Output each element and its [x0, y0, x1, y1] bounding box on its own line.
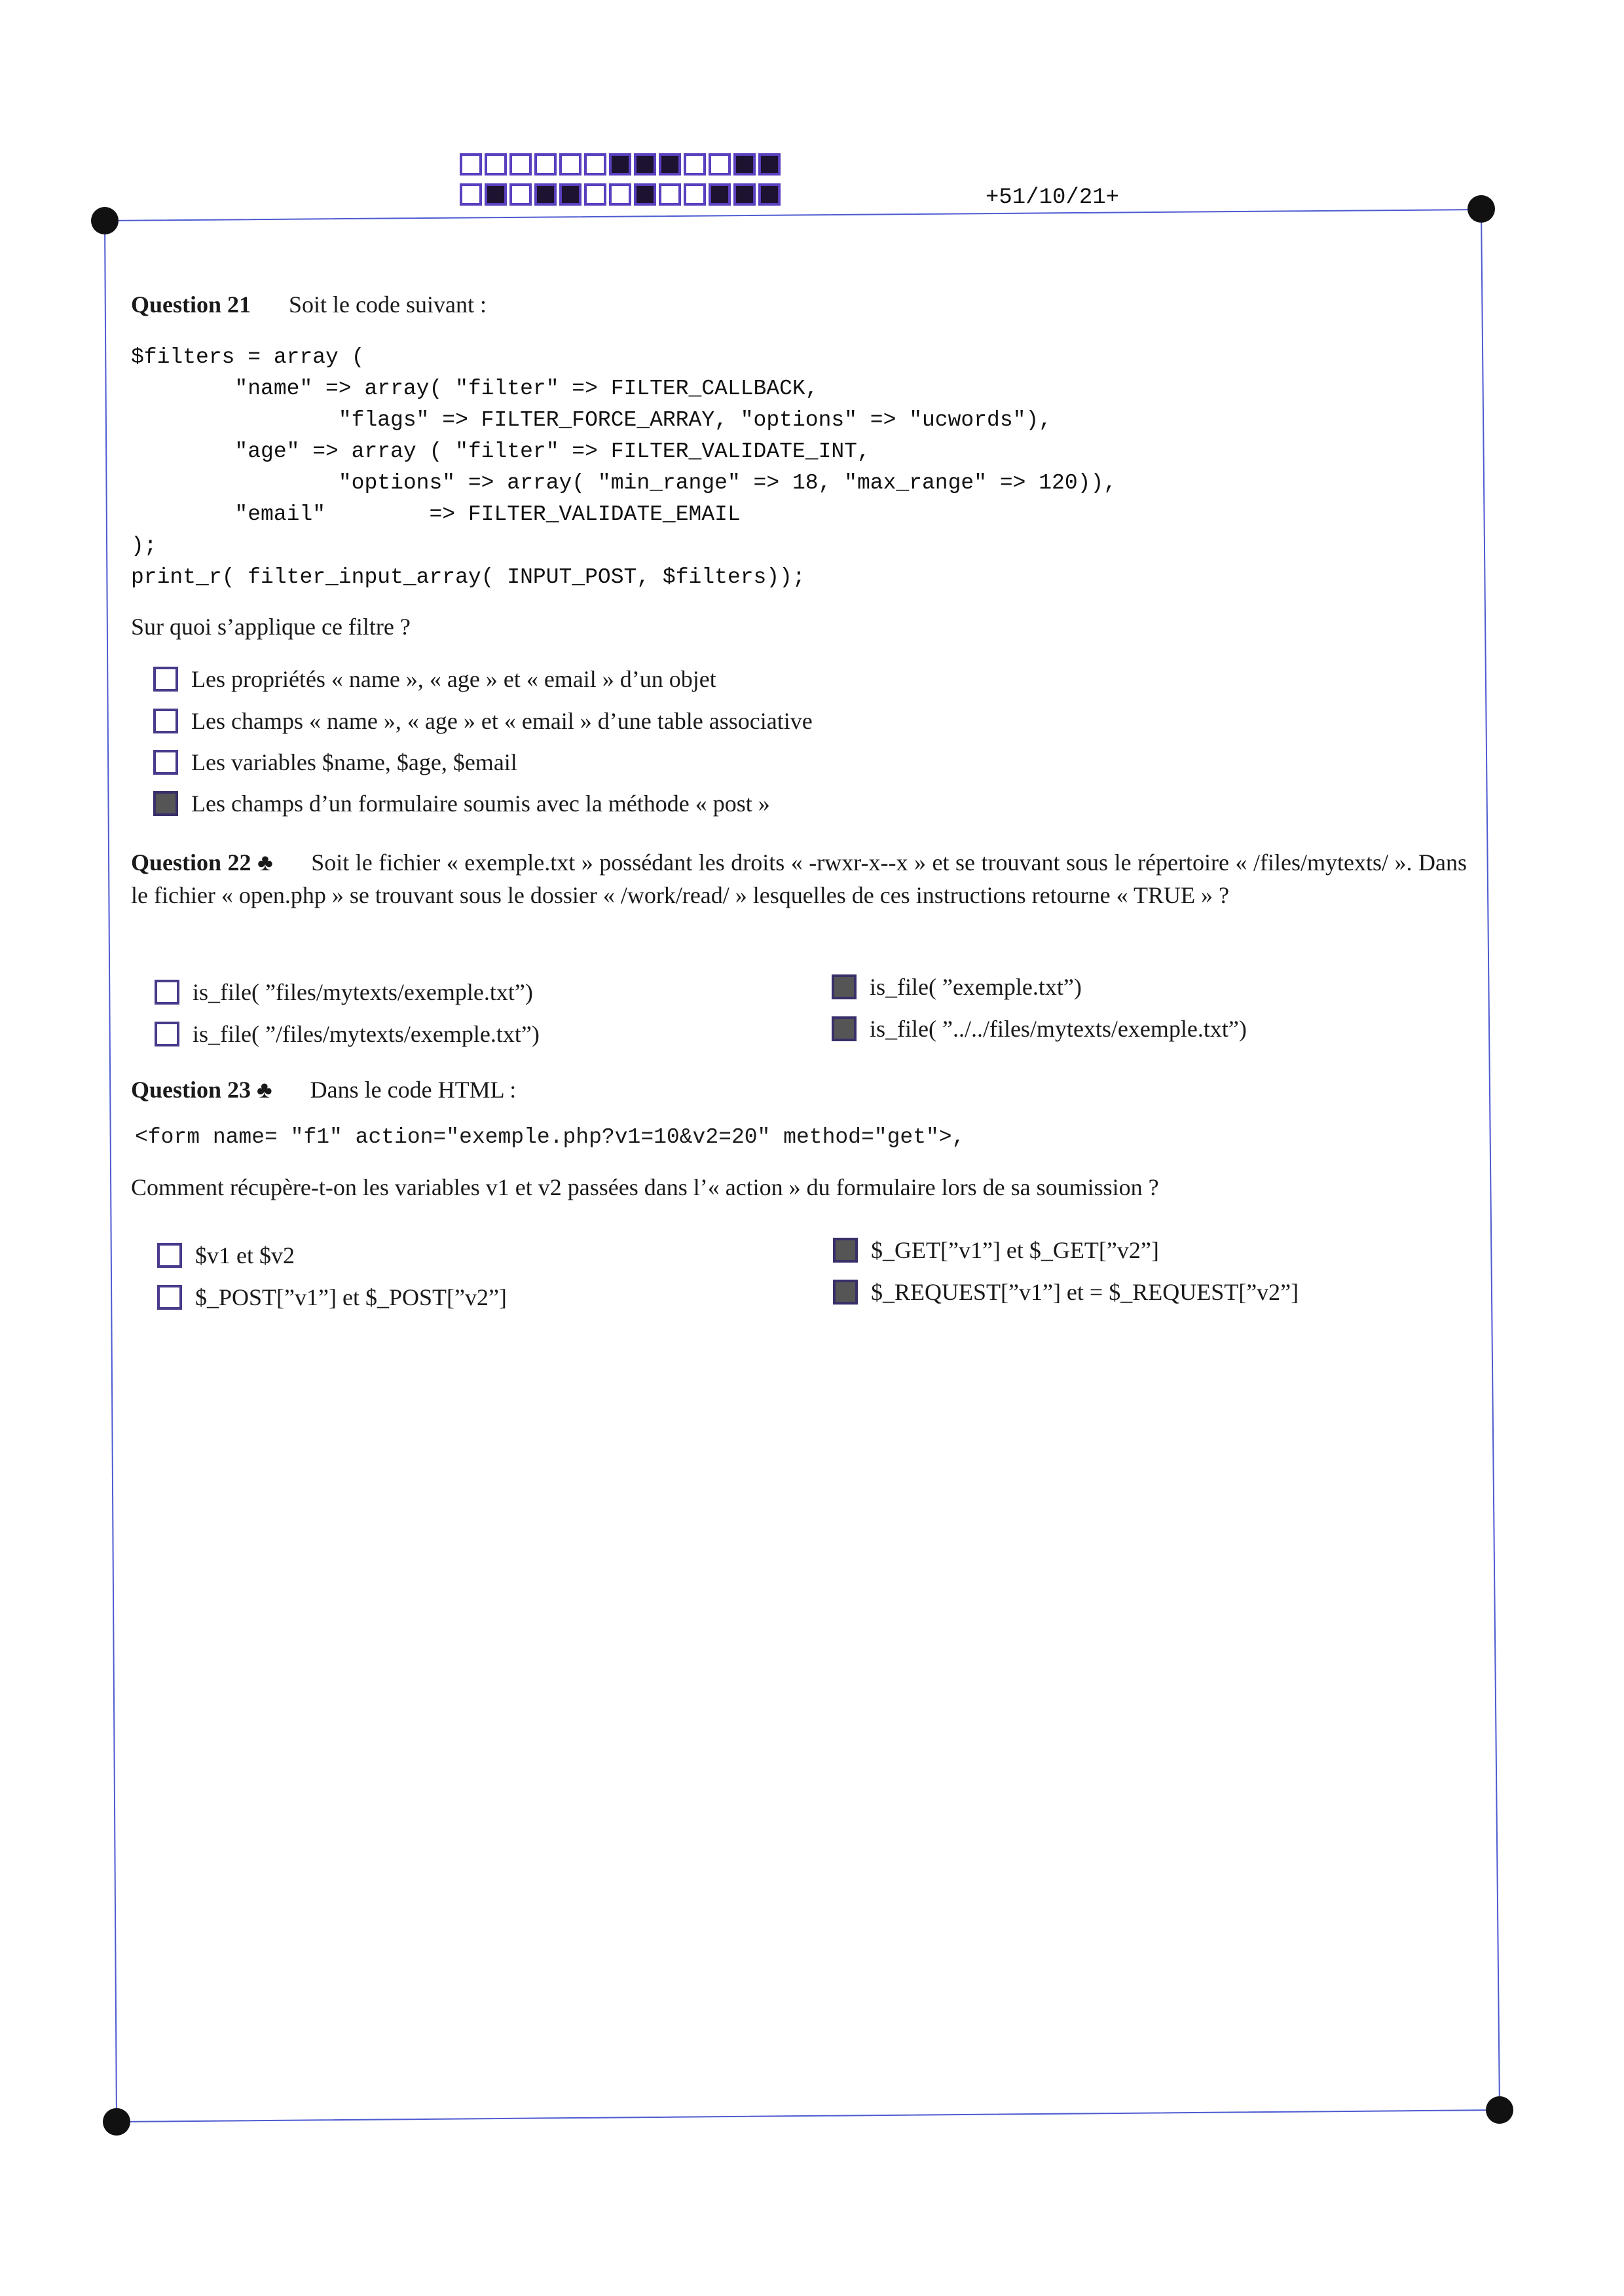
question-title: Question 23 ♣	[131, 1077, 272, 1103]
barcode-cell-filled	[733, 183, 756, 206]
choice-23-d[interactable]	[833, 1278, 1299, 1306]
answer-checkbox[interactable]	[155, 980, 179, 1005]
choice-22-c[interactable]	[832, 973, 1082, 1001]
question-23-header	[131, 1071, 1467, 1108]
choice-23-b[interactable]	[157, 1284, 507, 1311]
barcode-cell-filled	[758, 183, 781, 206]
barcode-cell-filled	[758, 153, 781, 176]
barcode-cell-empty	[509, 183, 532, 206]
html-code-line: <form name= "f1" action="exemple.php?v1=10&v2=20" method="get">,	[135, 1125, 965, 1149]
barcode-cell-filled	[609, 153, 631, 176]
barcode-cell-filled	[534, 183, 557, 206]
choice-label: Les champs d’un formulaire soumis avec la méthode « post »	[191, 790, 770, 817]
choice-label: $_REQUEST[”v1”] et = $_REQUEST[”v2”]	[871, 1279, 1299, 1305]
answer-checkbox-marked[interactable]	[832, 1016, 857, 1041]
answer-checkbox-marked[interactable]	[833, 1238, 858, 1263]
choice-label: is_file( ”/files/mytexts/exemple.txt”)	[193, 1021, 540, 1047]
choice-label: Les champs « name », « age » et « email » d’une table associative	[191, 708, 813, 734]
corner-marker-bottom-right	[1486, 2096, 1513, 2124]
choice-label: $_GET[”v1”] et $_GET[”v2”]	[871, 1237, 1159, 1263]
code-block: $filters = array ( "name" => array( "filter" => FILTER_CALLBACK, "flags" => FILTER_FORCE_ARRAY, "options" => "ucwords"), "age" => array ( "filter" => FILTER_VALIDATE_INT, "options" => array( "min_range" => 18, "max_range" => 120)), "email" => FILTER_VALIDATE_EMAIL ); print_r( filter_input_array( INPUT_POST, $filters));	[131, 345, 1117, 589]
question-title: Question 21	[131, 291, 251, 318]
choice-22-a[interactable]	[155, 978, 533, 1006]
barcode-cell-empty	[709, 153, 731, 176]
barcode-cell-empty	[609, 183, 631, 206]
question-body: Soit le fichier « exemple.txt » possédant les droits « -rwxr-x--x » et se trouvant sous le répertoire « /files/mytexts/ ». Dans le fichier « open.php » se trouvant sous le dossier « /work/read/ » lesquelles de ces instructions retourne « TRUE » ?	[131, 849, 1467, 908]
question-21-header	[131, 286, 1467, 323]
barcode-cell-empty	[684, 153, 706, 176]
question-prompt: Comment récupère-t-on les variables v1 et v2 passées dans l’« action » du formulaire lors de sa soumission ?	[131, 1174, 1159, 1200]
choice-21-b[interactable]	[153, 707, 813, 735]
barcode-cell-empty	[684, 183, 706, 206]
choice-label: $v1 et $v2	[195, 1242, 295, 1268]
barcode-cell-filled	[709, 183, 731, 206]
choice-label: Les variables $name, $age, $email	[191, 749, 517, 775]
barcode-cell-empty	[559, 153, 581, 176]
copy-id: +51/10/21+	[986, 185, 1120, 210]
question-intro: Soit le code suivant :	[289, 291, 487, 318]
barcode-cell-filled	[659, 153, 681, 176]
answer-checkbox-marked[interactable]	[833, 1280, 858, 1305]
choice-23-c[interactable]	[833, 1236, 1159, 1264]
barcode-cell-empty	[460, 153, 482, 176]
question-prompt: Sur quoi s’applique ce filtre ?	[131, 614, 411, 640]
barcode-cell-filled	[485, 183, 507, 206]
choice-21-d[interactable]	[153, 790, 770, 817]
barcode-row-2	[460, 183, 781, 206]
choice-21-c[interactable]	[153, 749, 517, 776]
barcode-cell-empty	[509, 153, 532, 176]
choice-23-a[interactable]	[157, 1242, 295, 1269]
barcode-cell-empty	[584, 153, 606, 176]
answer-checkbox[interactable]	[157, 1285, 182, 1310]
corner-marker-bottom-left	[103, 2108, 130, 2136]
answer-checkbox[interactable]	[157, 1243, 182, 1268]
barcode-cell-filled	[733, 153, 756, 176]
choice-label: is_file( ”exemple.txt”)	[870, 974, 1082, 1000]
answer-checkbox[interactable]	[153, 709, 178, 733]
choice-label: is_file( ”../../files/mytexts/exemple.txt”)	[870, 1016, 1247, 1042]
answer-checkbox[interactable]	[153, 667, 178, 692]
barcode-cell-empty	[584, 183, 606, 206]
club-icon: ♣	[257, 849, 274, 876]
question-title: Question 22 ♣	[131, 849, 274, 876]
choice-22-d[interactable]	[832, 1015, 1247, 1043]
barcode-cell-filled	[634, 183, 656, 206]
barcode-cell-empty	[659, 183, 681, 206]
answer-checkbox[interactable]	[155, 1022, 179, 1046]
question-22-text	[131, 846, 1467, 912]
barcode-cell-filled	[559, 183, 581, 206]
barcode-row-1	[460, 153, 781, 176]
answer-checkbox-marked[interactable]	[153, 791, 178, 816]
choice-22-b[interactable]	[155, 1020, 540, 1048]
barcode-cell-empty	[460, 183, 482, 206]
barcode-cell-empty	[485, 153, 507, 176]
choice-label: $_POST[”v1”] et $_POST[”v2”]	[195, 1284, 507, 1310]
answer-checkbox[interactable]	[153, 750, 178, 775]
choice-label: Les propriétés « name », « age » et « email » d’un objet	[191, 666, 716, 692]
question-intro: Dans le code HTML :	[310, 1077, 517, 1103]
club-icon: ♣	[257, 1077, 272, 1103]
answer-checkbox-marked[interactable]	[832, 974, 857, 999]
barcode-cell-empty	[534, 153, 557, 176]
choice-label: is_file( ”files/mytexts/exemple.txt”)	[193, 979, 533, 1005]
choice-21-a[interactable]	[153, 665, 716, 693]
barcode-cell-filled	[634, 153, 656, 176]
corner-marker-top-left	[91, 207, 119, 234]
corner-marker-top-right	[1467, 195, 1495, 223]
